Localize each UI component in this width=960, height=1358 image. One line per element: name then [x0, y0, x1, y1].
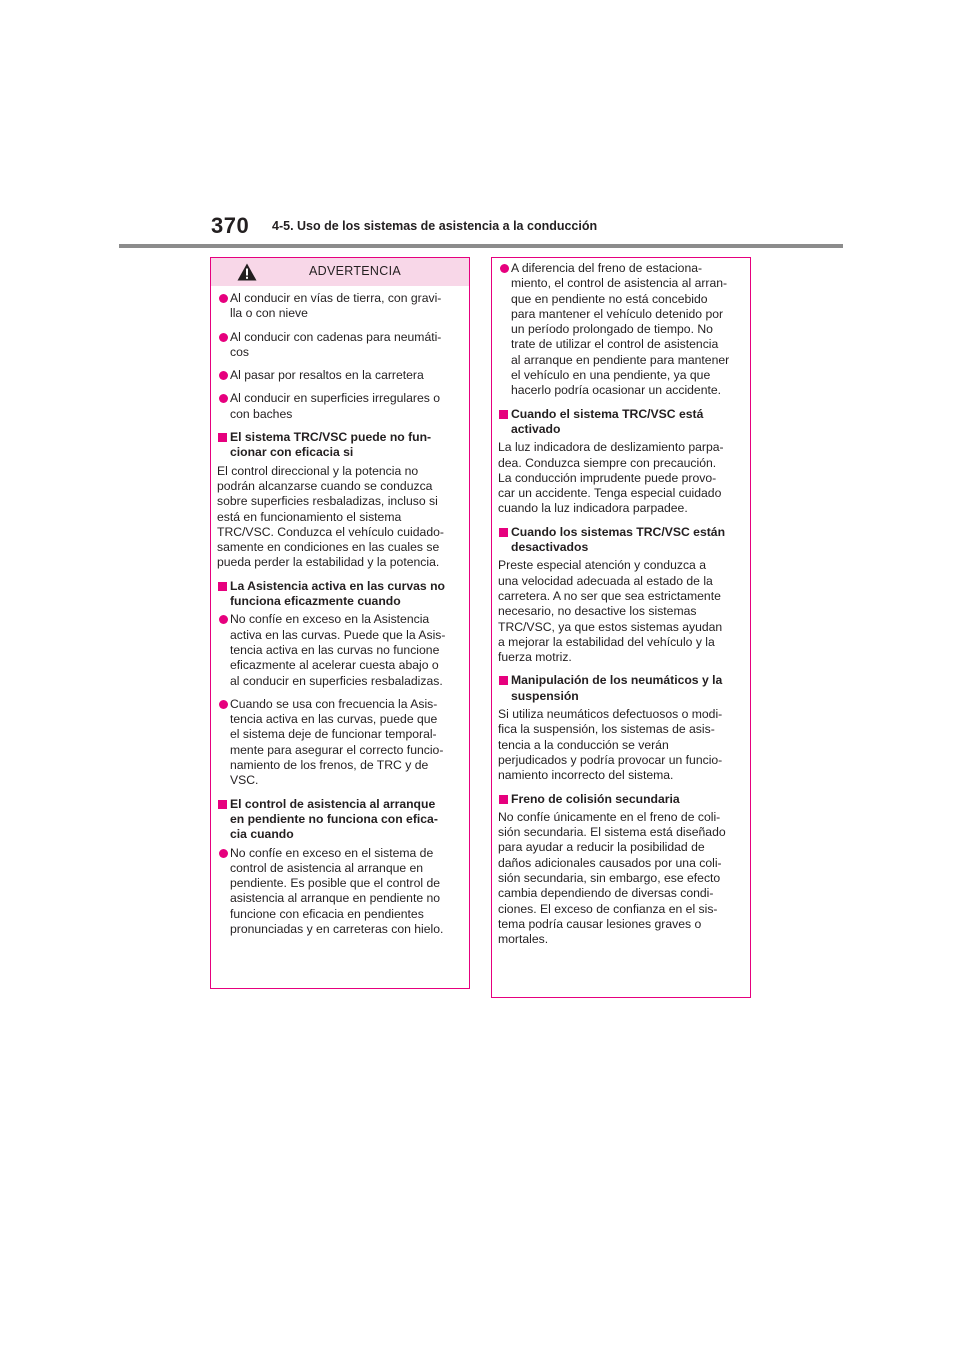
square-bullet-icon — [217, 430, 230, 461]
section-heading: El sistema TRC/VSC puede no fun- cionar con eficacia si — [217, 430, 463, 461]
warning-title: ADVERTENCIA — [309, 264, 401, 279]
bullet-icon — [498, 261, 511, 399]
list-item — [498, 261, 744, 399]
list-item-text: No confíe en exceso en el sistema de control de asistencia al arranque en pendiente. Es posible que el control de asistencia al arranque en pendiente no funcione con eficacia en pendientes pronunciadas y en carreteras con hielo. — [230, 845, 444, 936]
bullet-icon — [217, 612, 230, 688]
list-item-text: A diferencia del freno de estaciona- miento, el control de asistencia al arran- que en pendiente no está concebido para mantener el vehículo detenido por un período prolongado de tiempo. No trate de utilizar el control de asistencia al arranque en pendiente para mantener el vehículo en una pendiente, ya que hacerlo podría ocasionar un accidente. — [511, 261, 730, 398]
section-heading: Cuando el sistema TRC/VSC está activado — [498, 407, 744, 438]
section-heading: Manipulación de los neumáticos y la suspensión — [498, 673, 744, 704]
square-bullet-icon — [217, 797, 230, 843]
warning-header — [211, 258, 469, 286]
section-paragraph: El control direccional y la potencia no podrán alcanzarse cuando se conduzca sobre superficies resbaladizas, incluso si está en funcionamiento el sistema TRC/VSC. Conduzca el vehículo cuidado- samente en condiciones en las cuales se pueda perder la estabilidad y la potencia. — [217, 463, 444, 570]
warning-box-left — [210, 257, 470, 989]
list-item-text: Al conducir con cadenas para neumáti- cos — [230, 329, 442, 359]
bullet-icon — [217, 697, 230, 789]
square-bullet-icon — [498, 525, 511, 556]
warning-content-right — [492, 258, 750, 947]
section-paragraph: No confíe únicamente en el freno de coli- sión secundaria. El sistema está diseñado para ayudar a reducir la posibilidad de daños adicionales causados por una coli- sión secundaria, sin embargo, ese efecto cambia dependiendo de diversas condi- ciones. El exceso de confianza en el sis- tema podría causar lesiones graves o mortales. — [498, 809, 726, 947]
bullet-icon — [217, 291, 230, 322]
section-paragraph: La luz indicadora de deslizamiento parpa- dea. Conduzca siempre con precaución. La conducción imprudente puede provo- car un accidente. Tenga especial cuidado cuando la luz indicadora parpadee. — [498, 440, 724, 516]
section-paragraph: Si utiliza neumáticos defectuosos o modi- fica la suspensión, los sistemas de asis- tencia a la conducción se verán perjudicados y podría provocar un funcio- namiento incorrecto del sistema. — [498, 707, 723, 783]
section-paragraph: Preste especial atención y conduzca a una velocidad adecuada al estado de la carretera. A no ser que sea estrictamente necesario, no desactive los sistemas TRC/VSC, ya que estos sistemas ayudan a mejorar la estabilidad del vehículo y la fuerza motriz. — [498, 558, 723, 665]
section-heading: El control de asistencia al arranque en pendiente no funciona con efica- cia cuando — [217, 797, 463, 843]
section-heading: Cuando los sistemas TRC/VSC están desactivados — [498, 525, 744, 556]
list-item — [217, 697, 463, 789]
list-item — [217, 846, 463, 938]
warning-content-left — [211, 286, 469, 937]
header-rule — [119, 244, 843, 248]
bullet-icon — [217, 330, 230, 361]
page-number: 370 — [211, 213, 250, 238]
section-heading: Freno de colisión secundaria — [498, 792, 744, 807]
list-item-text: Cuando se usa con frecuencia la Asis- tencia activa en las curvas, puede que el sistema deje de funcionar temporal- mente para asegurar el correcto funcio- namiento de los frenos, de TRC y de VSC. — [230, 696, 444, 788]
bullet-icon — [217, 846, 230, 938]
warning-box-right — [491, 257, 751, 998]
list-item — [217, 330, 463, 361]
list-item-text: Al conducir en superficies irregulares o con baches — [230, 391, 440, 421]
square-bullet-icon — [217, 579, 230, 610]
square-bullet-icon — [498, 792, 511, 807]
section-heading: La Asistencia activa en las curvas no funciona eficazmente cuando — [217, 579, 463, 610]
warning-triangle-icon — [237, 263, 257, 281]
section-title: 4-5. Uso de los sistemas de asistencia a la conducción — [272, 219, 598, 233]
list-item-text: Al pasar por resaltos en la carretera — [230, 368, 424, 383]
bullet-icon — [217, 368, 230, 383]
bullet-icon — [217, 391, 230, 422]
list-item — [217, 291, 463, 322]
list-item — [217, 368, 463, 383]
list-item-text: Al conducir en vías de tierra, con gravi- lla o con nieve — [230, 291, 442, 321]
square-bullet-icon — [498, 407, 511, 438]
list-item — [217, 391, 463, 422]
square-bullet-icon — [498, 673, 511, 704]
list-item-text: No confíe en exceso en la Asistencia activa en las curvas. Puede que la Asis- tencia activa en las curvas no funcione eficazmente al acelerar cuesta abajo o al conducir en superficies resbaladizas. — [230, 612, 446, 688]
list-item — [217, 612, 463, 688]
